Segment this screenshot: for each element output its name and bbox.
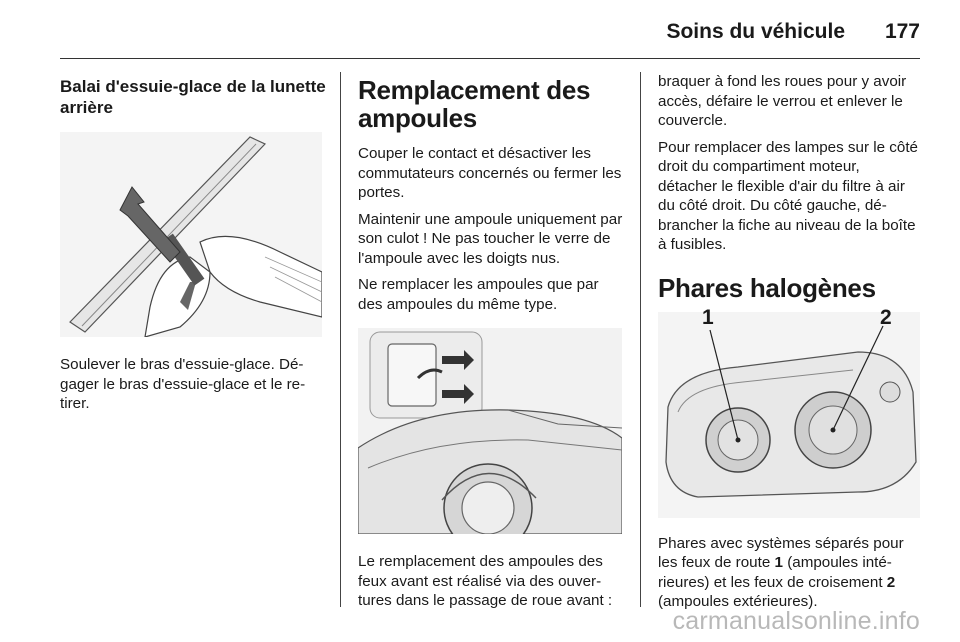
callout-1: 1 [702, 305, 714, 329]
caption-text-e: (ampoules extérieures). [658, 593, 818, 610]
headlamp-figure [658, 305, 923, 518]
column-1 [60, 72, 326, 421]
wiper-removal-illustration [60, 132, 322, 337]
wheel-arch-figure [358, 328, 624, 534]
watermark: carmanualsonline.info [672, 607, 920, 635]
wheel-arch-illustration [358, 328, 622, 534]
column-divider-1 [340, 72, 341, 607]
steering-para: braquer à fond les roues pour y avoir accès, défaire le verrou et enlever le couvercle. [658, 73, 907, 129]
column-3 [658, 72, 923, 619]
header-title: Soins du véhicule [666, 20, 845, 43]
caption-text-a: Phares avec systèmes séparés pour les feux de route [658, 534, 904, 571]
column-divider-2 [640, 72, 641, 607]
column-2 [358, 72, 624, 618]
right-side-para: Pour remplacer des lampes sur le côté droit du compartiment moteur, détacher le flexible d'air du filtre à air du côté droit. Du côté gauche, dé-brancher la fiche au niveau de la boîte à fusibles. [658, 138, 918, 253]
caption-ref-1: 1 [774, 554, 783, 571]
wiper-instructions: Soulever le bras d'essuie-glace. Dé-gager le bras d'essuie-glace et le re-tirer. [60, 356, 306, 412]
headlamp-illustration [658, 312, 920, 518]
header-rule [60, 58, 920, 59]
caption-text-c: (ampoules inté-rieures) et les feux de croisement [658, 554, 892, 591]
wiper-figure [60, 132, 326, 337]
bulb-replacement-heading: Remplacement des ampoules [358, 75, 591, 133]
bulb-para-4: Le remplacement des ampoules des feux avant est réalisé via des ouver-tures dans le passage de roue avant : [358, 553, 613, 609]
bulb-para-1: Couper le contact et désactiver les commutateurs concernés ou fermer les portes. [358, 145, 622, 201]
callout-2: 2 [880, 305, 892, 329]
wiper-heading: Balai d'essuie-glace de la lunette arrière [60, 77, 326, 117]
halogen-heading: Phares halogènes [658, 272, 876, 303]
bulb-para-2: Maintenir une ampoule uniquement par son culot ! Ne pas toucher le verre de l'ampoule avec les doigts nus. [358, 210, 623, 267]
bulb-para-3: Ne remplacer les ampoules que par des ampoules du même type. [358, 276, 599, 313]
page-number: 177 [884, 20, 920, 43]
halogen-caption [658, 534, 923, 612]
caption-ref-2: 2 [886, 573, 896, 591]
